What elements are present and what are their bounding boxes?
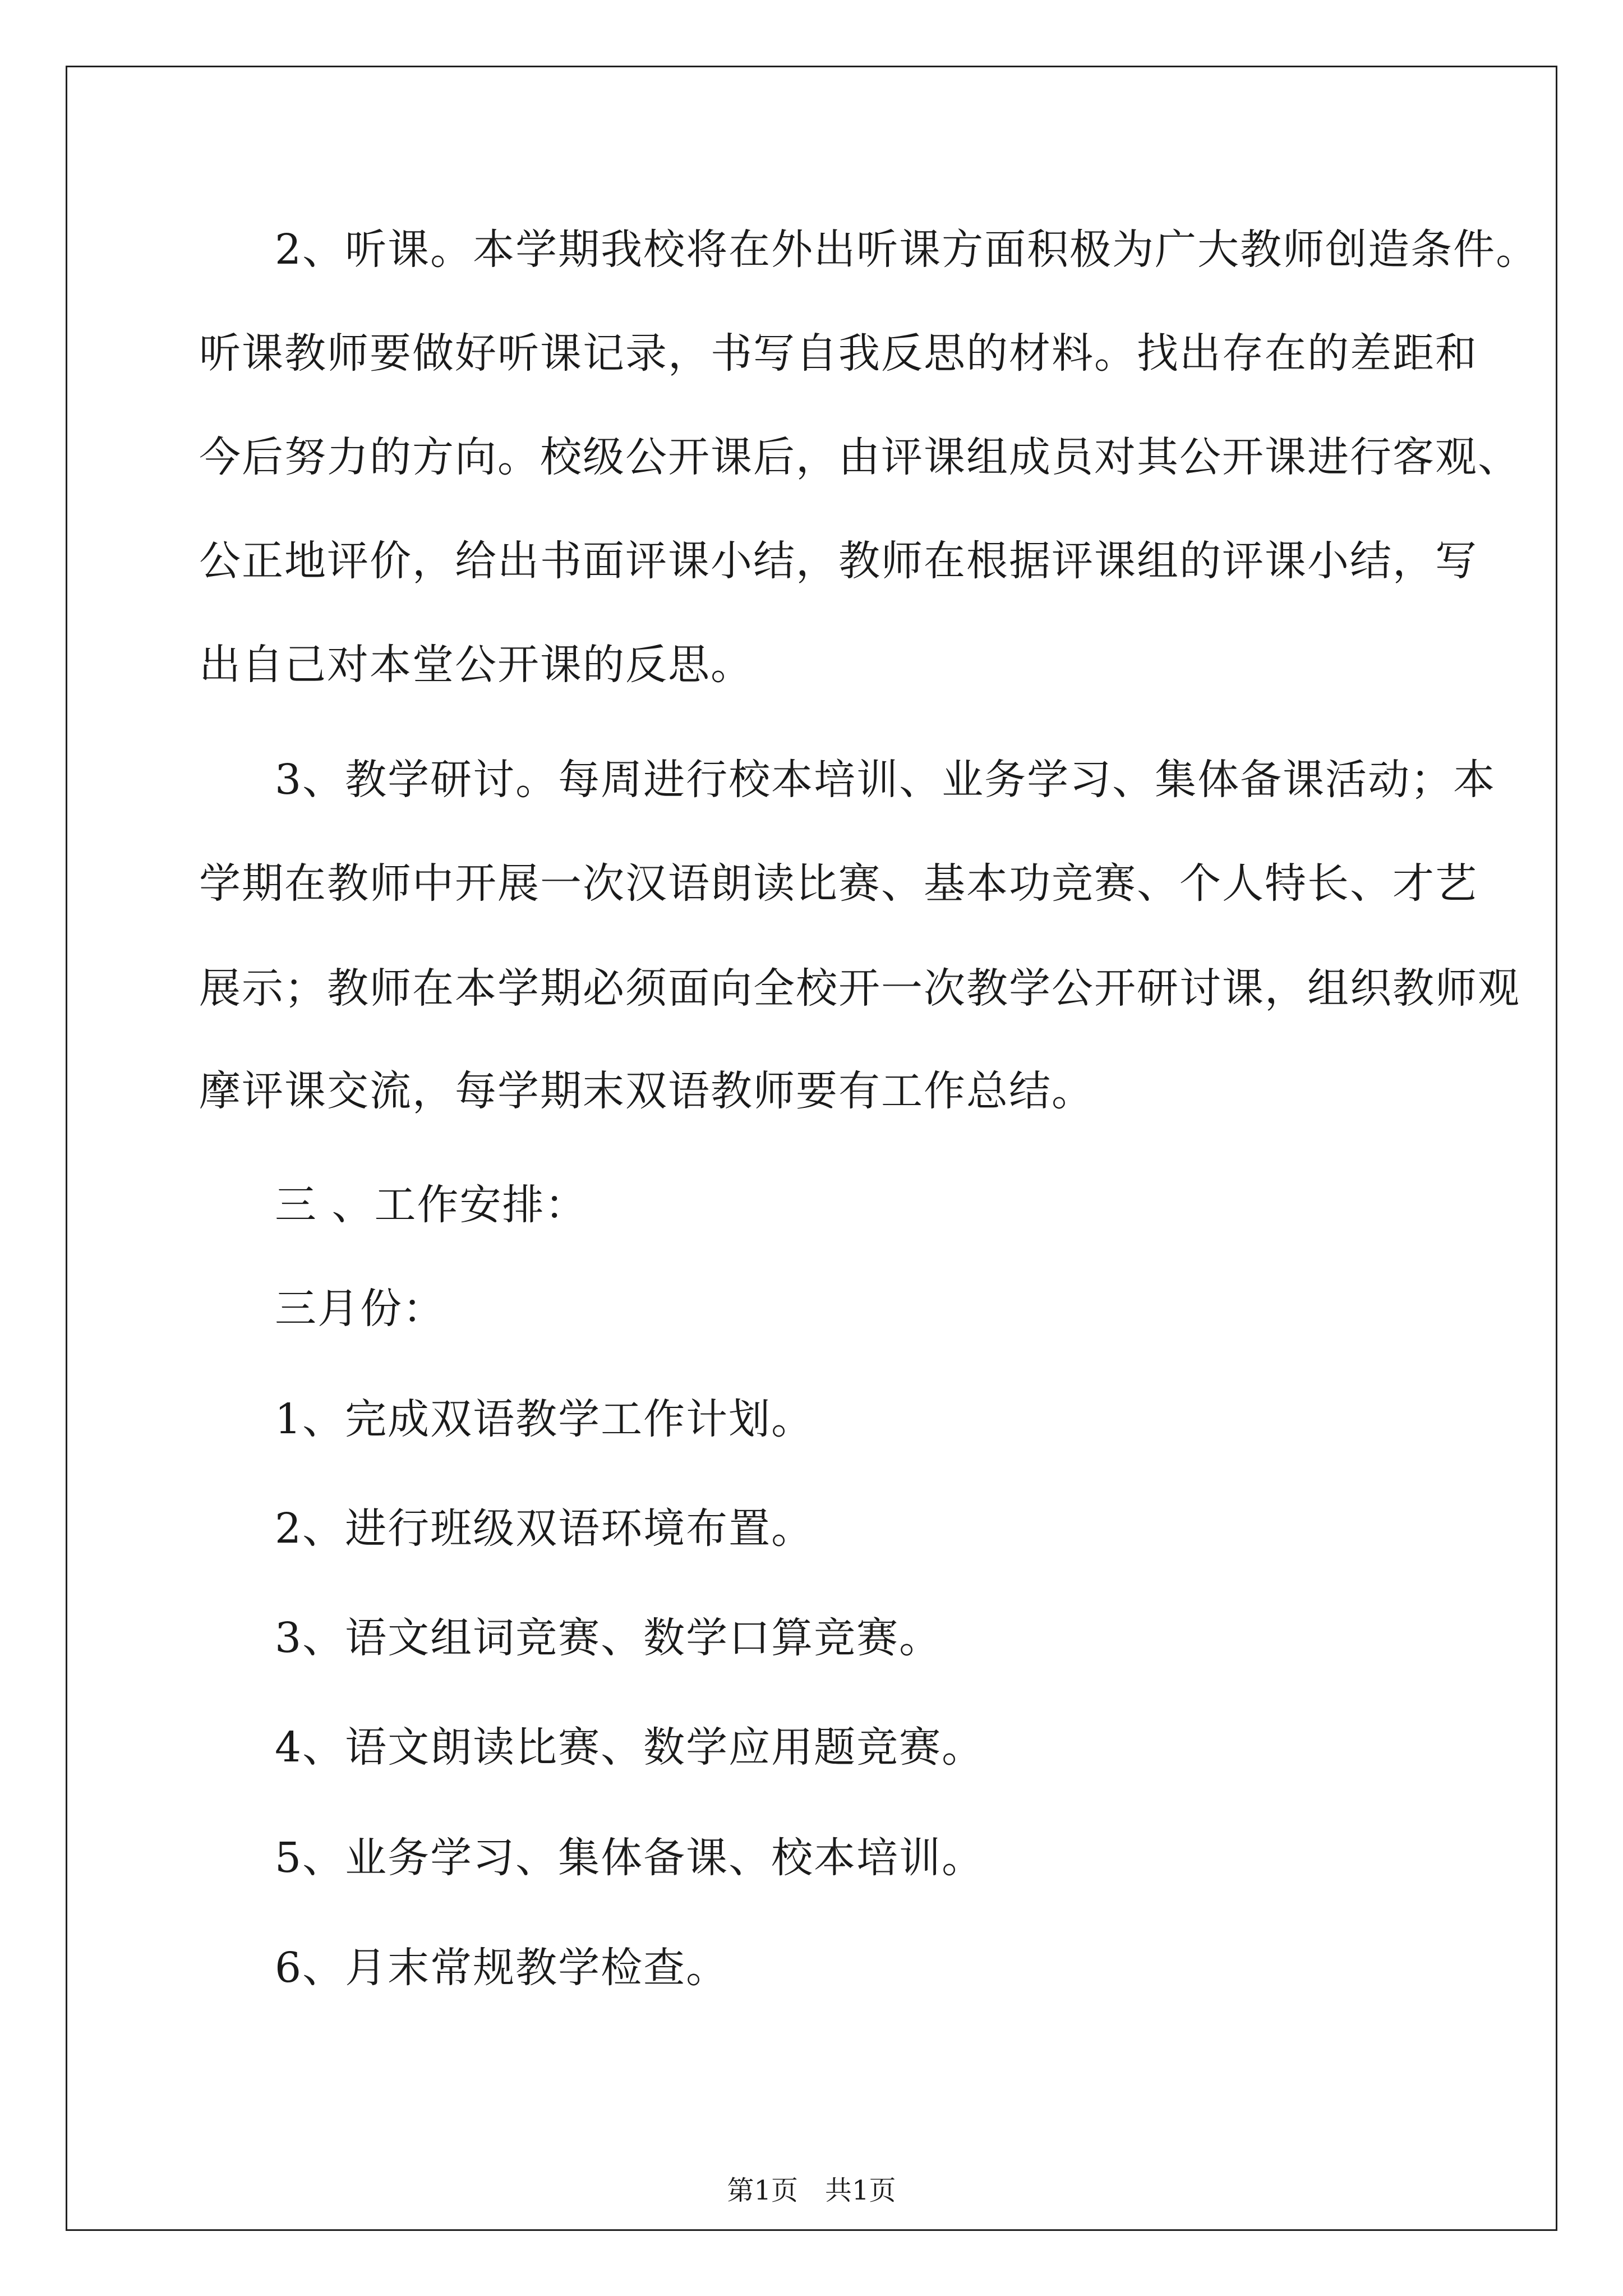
page-border [66, 66, 1557, 2231]
page-footer [0, 2174, 1623, 2207]
paragraph-line: 展示；教师在本学期必须面向全校开一次教学公开研讨课，组织教师观 [199, 964, 1520, 1013]
paragraph-line: 学期在教师中开展一次汉语朗读比赛、基本功竞赛、个人特长、才艺 [199, 859, 1478, 908]
month-heading: 三月份： [275, 1285, 445, 1333]
task-item: 1、完成双语教学工作计划。 [275, 1395, 814, 1443]
paragraph-line: 出自己对本堂公开课的反思。 [199, 641, 753, 689]
paragraph-line: 2、听课。本学期我校将在外出听课方面积极为广大教师创造条件。 [275, 226, 1539, 274]
task-item: 2、进行班级双语环境布置。 [275, 1504, 814, 1553]
task-item: 5、业务学习、集体备课、校本培训。 [275, 1834, 985, 1882]
task-item: 6、月末常规教学检查。 [275, 1944, 729, 1992]
section-heading: 三 、工作安排： [275, 1181, 588, 1229]
page-total: 共1页 [825, 2175, 896, 2206]
page-number: 第1页 [727, 2175, 798, 2206]
task-item: 4、语文朗读比赛、数学应用题竞赛。 [275, 1723, 985, 1772]
paragraph-line: 今后努力的方向。校级公开课后，由评课组成员对其公开课进行客观、 [199, 433, 1520, 481]
paragraph-line: 公正地评价，给出书面评课小结，教师在根据评课组的评课小结，写 [199, 537, 1478, 585]
paragraph-line: 摩评课交流，每学期末双语教师要有工作总结。 [199, 1067, 1094, 1115]
paragraph-line: 3、教学研讨。每周进行校本培训、业务学习、集体备课活动；本 [275, 756, 1496, 804]
task-item: 3、语文组词竞赛、数学口算竞赛。 [275, 1614, 942, 1662]
paragraph-line: 听课教师要做好听课记录，书写自我反思的材料。找出存在的差距和 [199, 329, 1478, 378]
